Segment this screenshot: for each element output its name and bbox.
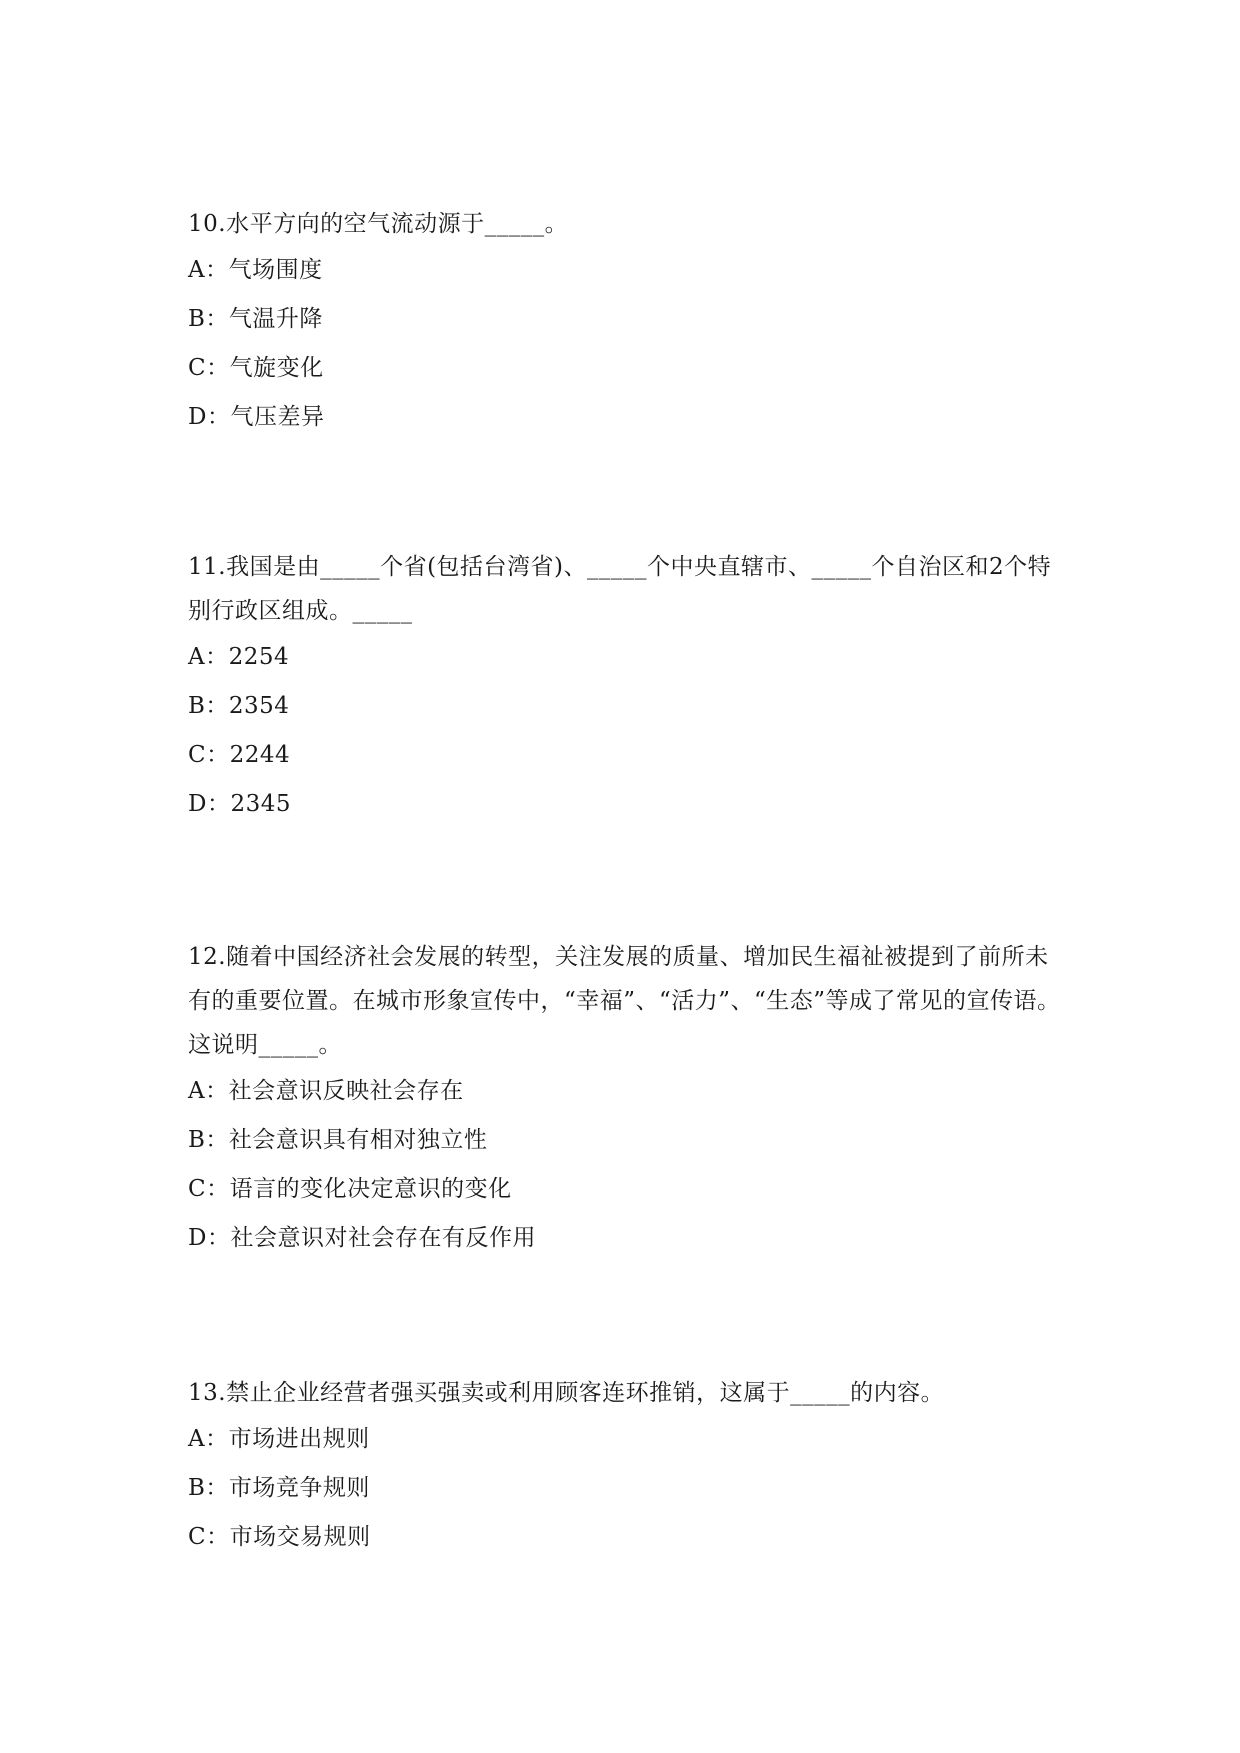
option-a: A：社会意识反映社会存在: [188, 1078, 464, 1104]
question-stem: 13.禁止企业经营者强买强卖或利用顾客连环推销，这属于_____的内容。: [188, 1380, 945, 1406]
question-10: [188, 202, 1068, 442]
option-a: A：市场进出规则: [188, 1426, 370, 1452]
option-b: B：市场竞争规则: [188, 1475, 370, 1501]
option-c: C：2244: [188, 742, 291, 768]
option-list: [188, 1415, 1068, 1562]
option-d: D：社会意识对社会存在有反作用: [188, 1225, 536, 1251]
option-a: A：2254: [188, 644, 290, 670]
question-13: [188, 1371, 1068, 1562]
option-list: [188, 246, 1068, 442]
option-b: B：气温升降: [188, 306, 323, 332]
option-b: B：2354: [188, 693, 290, 719]
option-c: C：气旋变化: [188, 355, 324, 381]
option-d: D：气压差异: [188, 404, 325, 430]
option-d: D：2345: [188, 791, 291, 817]
question-stem: 12.随着中国经济社会发展的转型，关注发展的质量、增加民生福祉被提到了前所未有的重要位置。在城市形象宣传中，“幸福”、“活力”、“生态”等成了常见的宣传语。这说明_____。: [188, 944, 1061, 1058]
question-stem: 11.我国是由_____个省(包括台湾省)、_____个中央直辖市、_____个自治区和2个特别行政区组成。_____: [188, 554, 1052, 624]
question-11: [188, 545, 1068, 829]
option-list: [188, 1067, 1068, 1263]
question-12: [188, 935, 1068, 1263]
option-c: C：市场交易规则: [188, 1524, 371, 1550]
question-stem: 10.水平方向的空气流动源于_____。: [188, 211, 569, 237]
option-c: C：语言的变化决定意识的变化: [188, 1176, 512, 1202]
option-list: [188, 633, 1068, 829]
option-a: A：气场围度: [188, 257, 323, 283]
option-b: B：社会意识具有相对独立性: [188, 1127, 488, 1153]
